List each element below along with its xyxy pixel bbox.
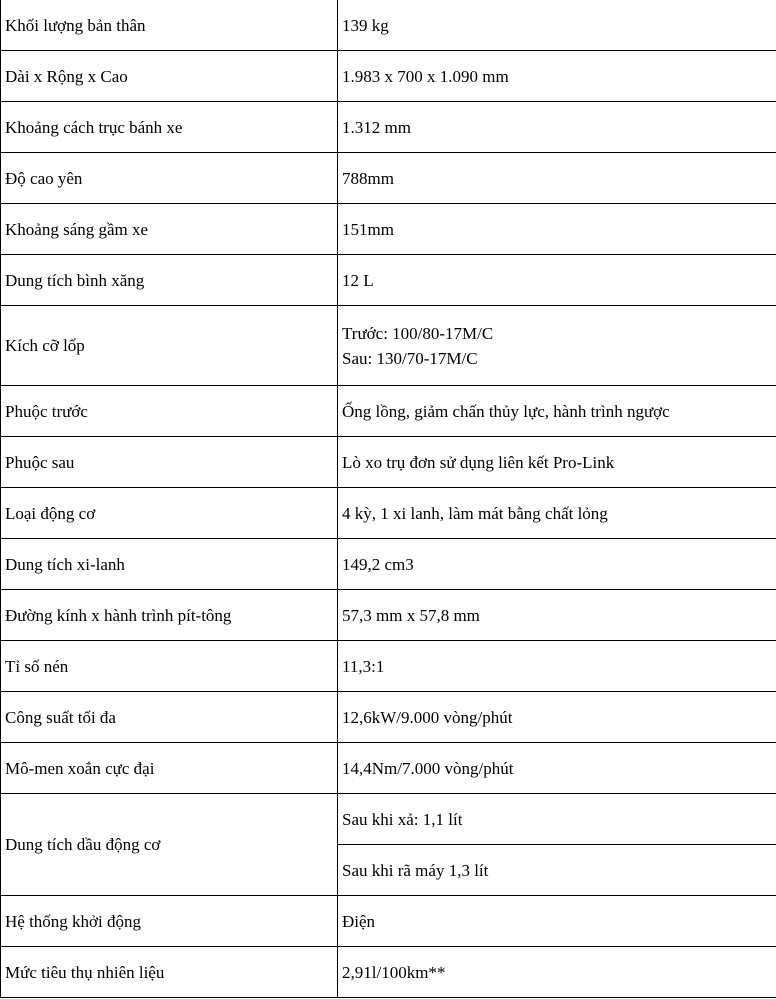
table-row: [1, 590, 776, 641]
spec-value-multiline: [338, 306, 776, 386]
table-row: [1, 0, 776, 51]
spec-value: 11,3:1: [338, 641, 776, 692]
table-row: [1, 692, 776, 743]
table-row: [1, 896, 776, 947]
spec-value: Điện: [338, 896, 776, 947]
spec-value: 788mm: [338, 153, 776, 204]
spec-label: Dung tích dầu động cơ: [1, 794, 338, 896]
spec-label: Mức tiêu thụ nhiên liệu: [1, 947, 338, 998]
spec-label: Phuộc trước: [1, 386, 338, 437]
spec-value: Lò xo trụ đơn sử dụng liên kết Pro-Link: [338, 437, 776, 488]
spec-label: Kích cỡ lốp: [1, 306, 338, 386]
spec-label: Dung tích bình xăng: [1, 255, 338, 306]
table-row: [1, 153, 776, 204]
spec-label: Tỉ số nén: [1, 641, 338, 692]
spec-label: Khối lượng bản thân: [1, 0, 338, 51]
spec-value: 12 L: [338, 255, 776, 306]
spec-label: Hệ thống khởi động: [1, 896, 338, 947]
spec-label: Loại động cơ: [1, 488, 338, 539]
spec-value: 12,6kW/9.000 vòng/phút: [338, 692, 776, 743]
table-row: [1, 51, 776, 102]
spec-value: 139 kg: [338, 0, 776, 51]
table-row: [1, 255, 776, 306]
table-row: [1, 437, 776, 488]
tire-front-line: Trước: 100/80-17M/C: [342, 323, 494, 343]
table-row: [1, 306, 776, 386]
spec-value: 14,4Nm/7.000 vòng/phút: [338, 743, 776, 794]
spec-label: Công suất tối đa: [1, 692, 338, 743]
table-row: [1, 386, 776, 437]
spec-label: Dung tích xi-lanh: [1, 539, 338, 590]
spec-value: 2,91l/100km**: [338, 947, 776, 998]
spec-label: Mô-men xoắn cực đại: [1, 743, 338, 794]
table-row: [1, 641, 776, 692]
spec-label: Dài x Rộng x Cao: [1, 51, 338, 102]
spec-label: Khoảng sáng gầm xe: [1, 204, 338, 255]
table-row: [1, 743, 776, 794]
spec-label: Độ cao yên: [1, 153, 338, 204]
spec-label: Phuộc sau: [1, 437, 338, 488]
table-row: [1, 794, 776, 845]
spec-value: 151mm: [338, 204, 776, 255]
spec-value: 1.312 mm: [338, 102, 776, 153]
table-row: [1, 488, 776, 539]
table-row: [1, 947, 776, 998]
spec-value: 149,2 cm3: [338, 539, 776, 590]
spec-value: Sau khi rã máy 1,3 lít: [338, 845, 776, 896]
spec-value: 57,3 mm x 57,8 mm: [338, 590, 776, 641]
table-row: [1, 204, 776, 255]
spec-value: Sau khi xả: 1,1 lít: [338, 794, 776, 845]
spec-value: Ống lồng, giảm chấn thủy lực, hành trình ngược: [338, 386, 776, 437]
tire-rear-line: Sau: 130/70-17M/C: [342, 348, 478, 368]
spec-value: 4 kỳ, 1 xi lanh, làm mát bằng chất lỏng: [338, 488, 776, 539]
spec-value: 1.983 x 700 x 1.090 mm: [338, 51, 776, 102]
spec-label: Đường kính x hành trình pít-tông: [1, 590, 338, 641]
spec-label: Khoảng cách trục bánh xe: [1, 102, 338, 153]
table-row: [1, 102, 776, 153]
table-row: [1, 539, 776, 590]
